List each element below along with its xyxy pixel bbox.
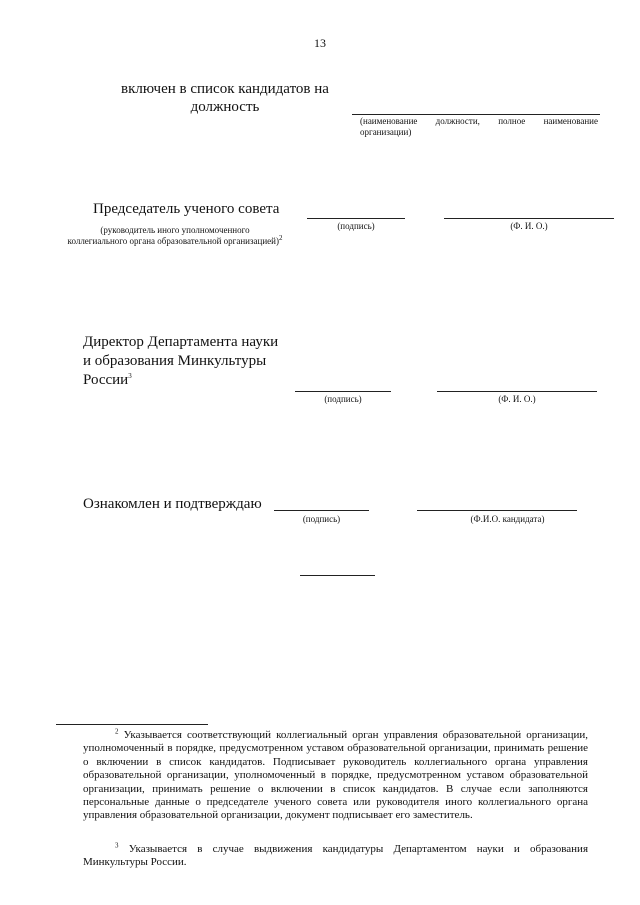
director-line3: [83, 371, 278, 390]
section-divider: [300, 575, 375, 576]
director-title: [83, 333, 278, 390]
page-number: 13: [314, 36, 326, 50]
chairman-subtitle-line2-text: коллегиального органа образовательной организацией): [67, 236, 279, 246]
block1-line2: должность: [190, 99, 260, 115]
chairman-signature-caption: (подпись): [337, 221, 375, 231]
block1-line1: включен в список кандидатов на: [121, 81, 329, 97]
position-caption-line2: организации): [360, 127, 412, 137]
director-line1: Директор Департамента науки: [83, 334, 279, 350]
position-caption: [360, 116, 598, 138]
candidate-signature-caption: (подпись): [302, 514, 341, 524]
chairman-fio-line: [444, 218, 614, 219]
director-signature-line: [295, 391, 391, 392]
footnote-2-text: Указывается соответствующий коллегиальный орган управления образовательной организации, уполномоченный в порядке, предусмотренном уставом образовательной организации, принимать решение о включении в список кандидатов. Подписывает руководитель коллегиального органа управления образовательной организации, уполномоченный в порядке, предусмотренном уставом образовательной организации, принимать решение о включении в список кандидатов. В случае если заполняются персональные данные о председателе ученого совета или руководителя иного коллегиального органа управления образовательной организации, документ подписывает его заместитель.: [83, 729, 589, 822]
footnote-ref-3: 3: [128, 372, 132, 380]
candidate-signature-line: [274, 510, 369, 511]
chairman-subtitle-line2: [40, 236, 310, 247]
footnote-3-mark: 3: [115, 841, 119, 850]
director-fio-caption: (Ф. И. О.): [498, 394, 536, 404]
director-line3-text: России: [83, 372, 129, 388]
footnote-3-text: Указывается в случае выдвижения кандидатуры Департаментом науки и образования Минкультуры России.: [83, 843, 589, 869]
acknowledged-text: Ознакомлен и подтверждаю: [83, 496, 262, 512]
footnote-2: [83, 729, 588, 823]
chairman-signature-line: [307, 218, 405, 219]
director-line2: и образования Минкультуры: [83, 353, 267, 369]
chairman-title: Председатель ученого совета: [93, 201, 280, 217]
position-caption-line1: (наименование должности, полное наименование: [360, 116, 598, 126]
chairman-fio-caption: (Ф. И. О.): [510, 221, 548, 231]
footnote-ref-2: 2: [278, 234, 283, 242]
director-signature-caption: (подпись): [324, 394, 362, 404]
position-underline: [352, 114, 600, 115]
footnote-3: [83, 843, 588, 870]
chairman-subtitle: [40, 225, 310, 247]
footnote-2-mark: 2: [115, 727, 119, 736]
footnote-separator: [56, 724, 208, 725]
block1-text: [110, 80, 340, 116]
director-fio-line: [437, 391, 597, 392]
candidate-fio-caption: (Ф.И.О. кандидата): [470, 514, 545, 524]
candidate-fio-line: [417, 510, 577, 511]
chairman-subtitle-line1: (руководитель иного уполномоченного: [100, 225, 250, 235]
